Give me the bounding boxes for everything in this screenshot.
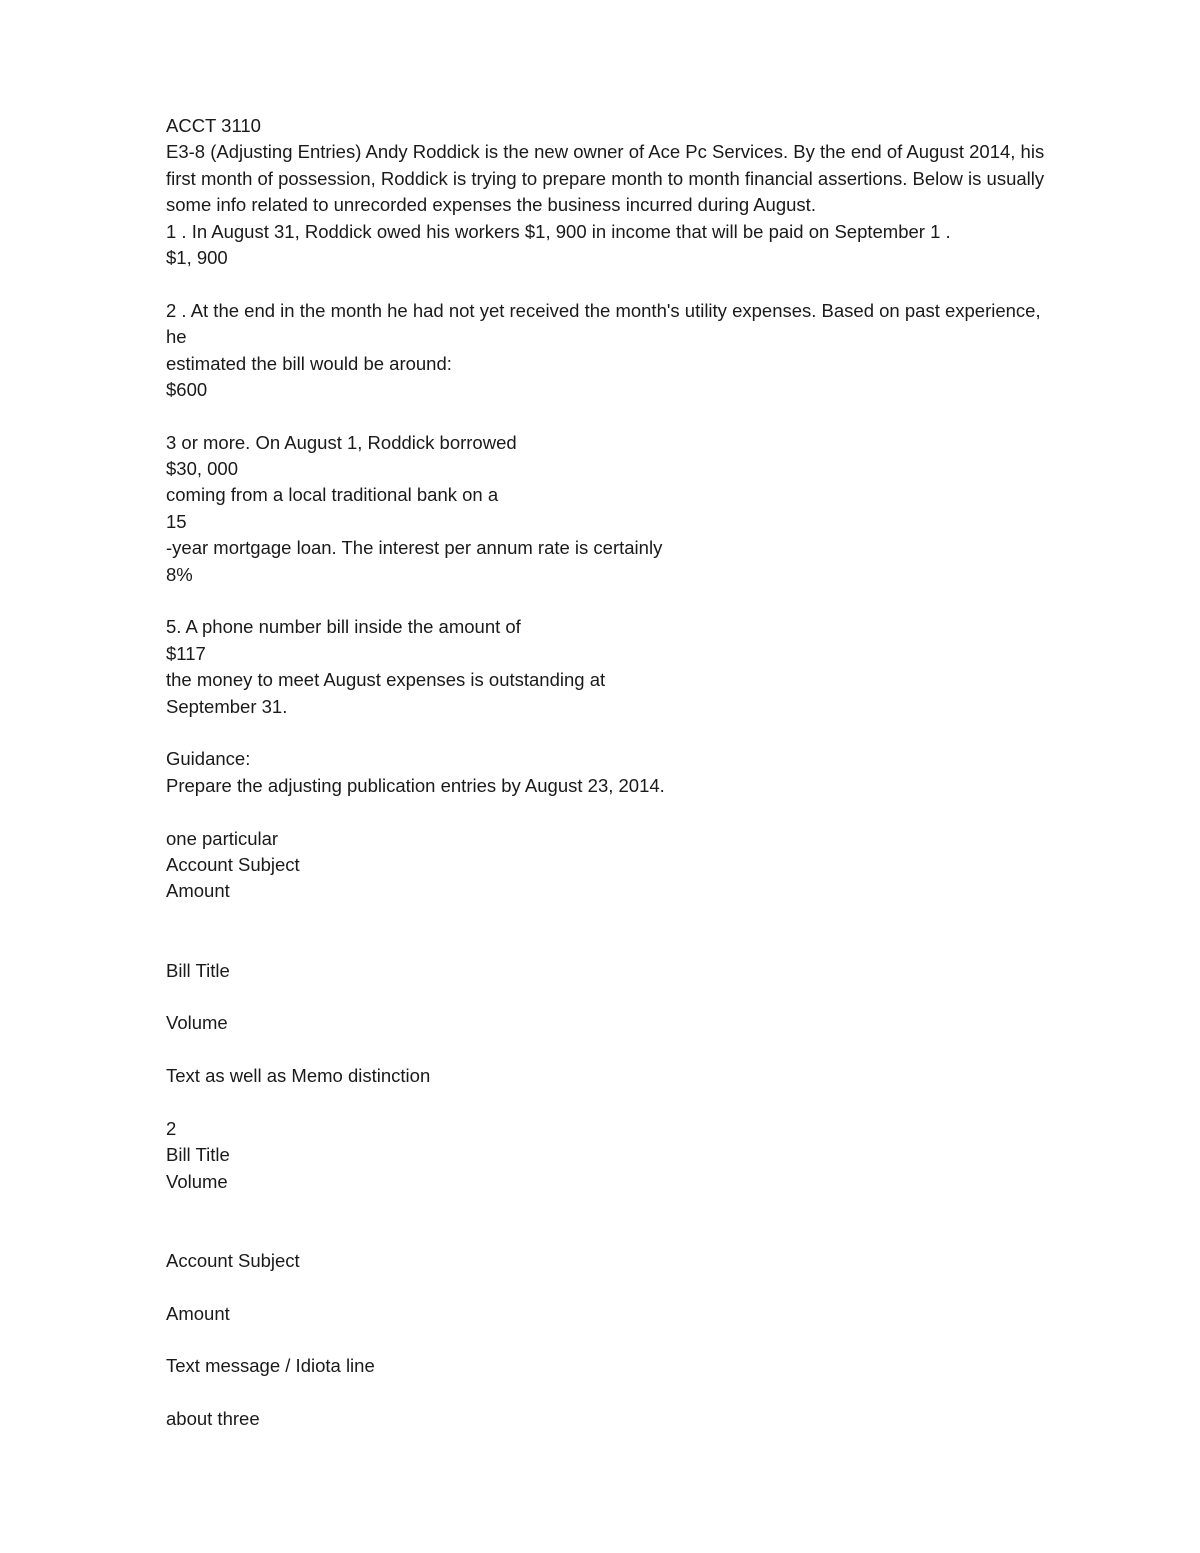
item-2-amount: $600 <box>166 378 208 400</box>
blank-line <box>166 1327 1116 1353</box>
blank-line <box>166 1195 1116 1221</box>
blank-line <box>166 271 1116 297</box>
entry-2-bill-title: Bill Title <box>166 1144 230 1166</box>
blank-line <box>166 720 1116 746</box>
item-3-rate: 8% <box>166 563 193 585</box>
blank-line <box>166 403 1116 429</box>
entry-2-account-subject: Account Subject <box>166 1249 300 1271</box>
blank-line <box>166 1089 1116 1115</box>
problem-intro-line-2: first month of possession, Roddick is trying to prepare month to month financial assertions. Below is usually <box>166 167 1045 189</box>
entry-2-amount: Amount <box>166 1302 230 1324</box>
item-1-text: 1 . In August 31, Roddick owed his workers $1, 900 in income that will be paid on September 1 . <box>166 220 951 242</box>
item-5-amount: $117 <box>166 642 206 664</box>
blank-line <box>166 1037 1116 1063</box>
entry-1-amount: Amount <box>166 880 230 902</box>
entry-1-memo: Text as well as Memo distinction <box>166 1065 431 1087</box>
entry-2-volume: Volume <box>166 1170 228 1192</box>
problem-intro-line-3: some info related to unrecorded expenses the business incurred during August. <box>166 194 816 216</box>
item-2-text-wrap: he <box>166 326 187 348</box>
item-1-amount: $1, 900 <box>166 246 228 268</box>
item-5-text-cont: the money to meet August expenses is outstanding at <box>166 669 606 691</box>
entry-1-label: one particular <box>166 827 279 849</box>
item-2-text: 2 . At the end in the month he had not yet received the month's utility expenses. Based on past experience, <box>166 299 1041 321</box>
entry-1-volume: Volume <box>166 1012 228 1034</box>
blank-line <box>166 984 1116 1010</box>
entry-1-account-subject: Account Subject <box>166 853 300 875</box>
entry-3-label: about three <box>166 1408 260 1430</box>
blank-line <box>166 1380 1116 1406</box>
item-5-text: 5. A phone number bill inside the amount of <box>166 616 521 638</box>
item-3-text: 3 or more. On August 1, Roddick borrowed <box>166 431 517 453</box>
blank-line <box>166 799 1116 825</box>
blank-line <box>166 1274 1116 1300</box>
item-2-text-cont: estimated the bill would be around: <box>166 352 452 374</box>
item-3-text-cont: coming from a local traditional bank on a <box>166 484 499 506</box>
item-3-loan-text: -year mortgage loan. The interest per annum rate is certainly <box>166 537 663 559</box>
blank-line <box>166 588 1116 614</box>
entry-2-memo: Text message / Idiota line <box>166 1355 375 1377</box>
guidance-heading: Guidance: <box>166 748 251 770</box>
item-3-term: 15 <box>166 510 187 532</box>
item-3-amount: $30, 000 <box>166 458 239 480</box>
entry-1-bill-title: Bill Title <box>166 959 230 981</box>
blank-line <box>166 905 1116 931</box>
item-5-date: September 31. <box>166 695 288 717</box>
blank-line <box>166 1221 1116 1247</box>
problem-intro-line-1: E3-8 (Adjusting Entries) Andy Roddick is the new owner of Ace Pc Services. By the end of August 2014, his <box>166 141 1045 163</box>
entry-2-label: 2 <box>166 1117 177 1139</box>
course-code: ACCT 3110 <box>166 115 261 136</box>
blank-line <box>166 931 1116 957</box>
guidance-instruction: Prepare the adjusting publication entries by August 23, 2014. <box>166 774 665 796</box>
document-body <box>166 113 1116 1433</box>
